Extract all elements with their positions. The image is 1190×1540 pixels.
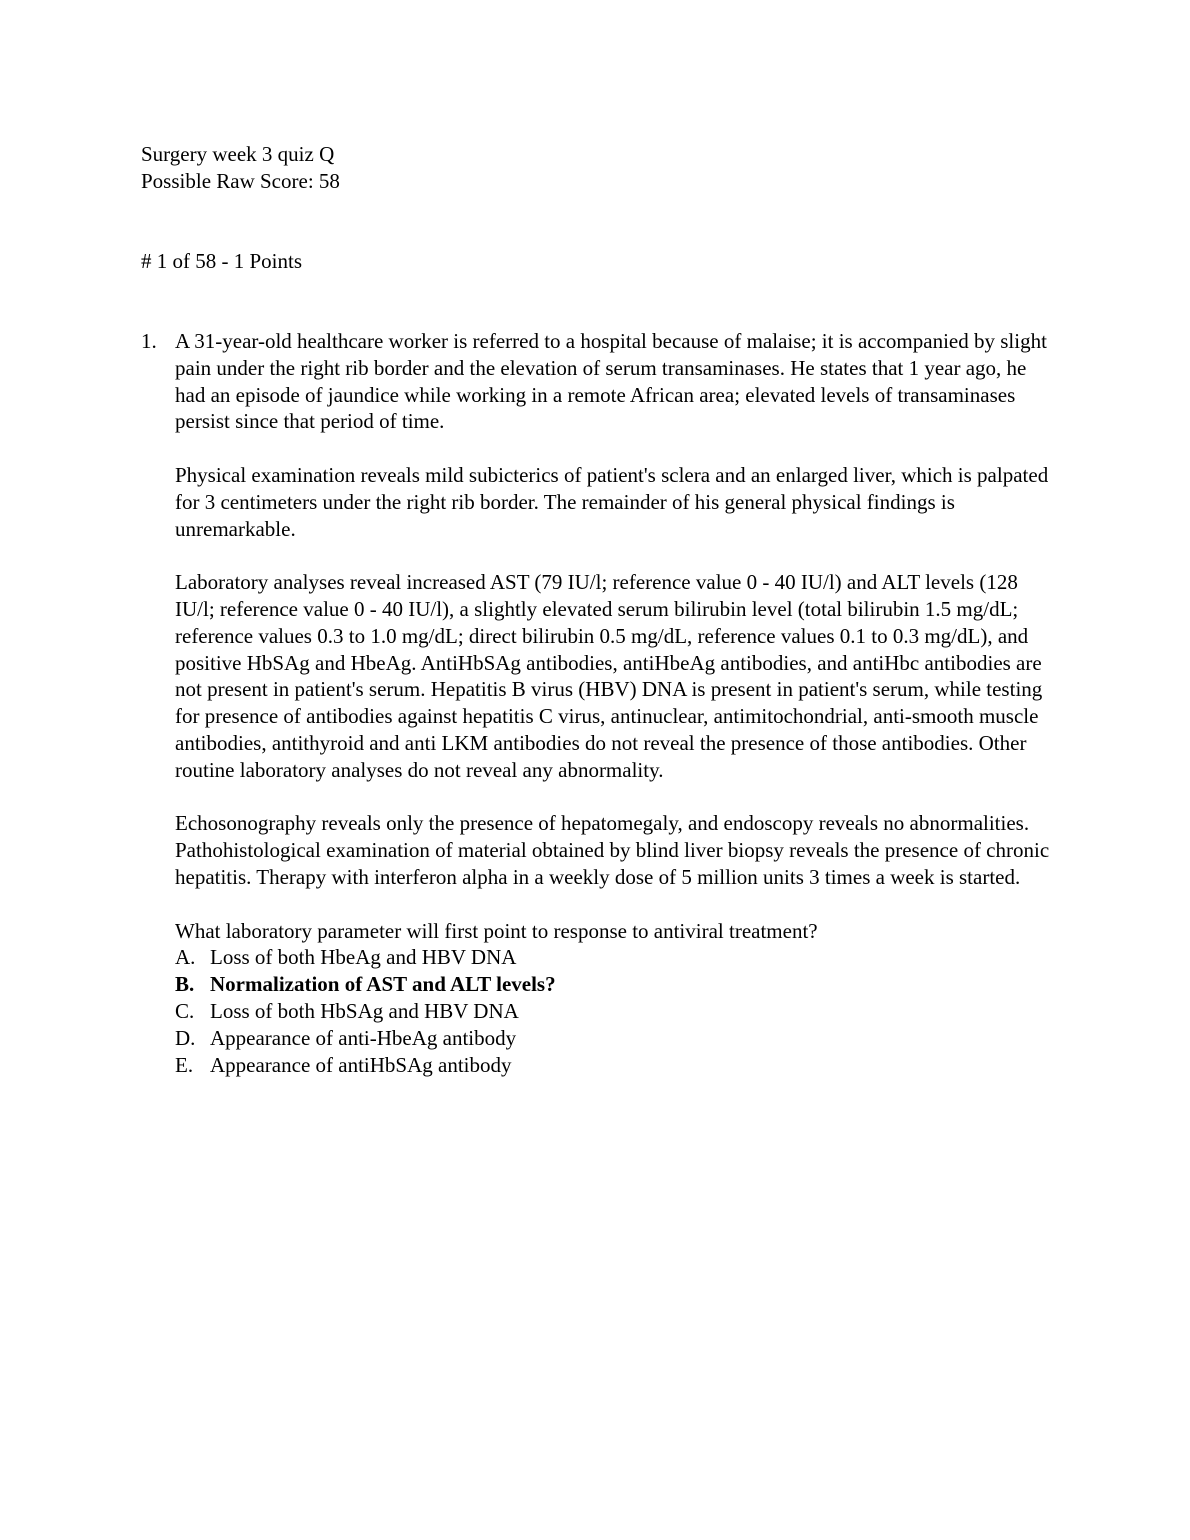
question-counter: # 1 of 58 - 1 Points (141, 249, 303, 273)
answer-option-a (175, 944, 1051, 971)
option-text: Loss of both HbeAg and HBV DNA (210, 945, 517, 970)
option-letter: A. (175, 945, 196, 970)
question-prompt: What laboratory parameter will first point to response to antiviral treatment? (175, 918, 818, 943)
option-letter: E. (175, 1052, 194, 1077)
option-text: Normalization of AST and ALT levels? (210, 972, 556, 997)
question-number: 1. (141, 329, 157, 353)
answer-option-c (175, 998, 1051, 1025)
question-paragraph: Echosonography reveals only the presence of hepatomegaly, and endoscopy reveals no abnormalities. Pathohistological examination of material obtained by blind liver biopsy reveals the presence of chronic hepatitis. Therapy with interferon alpha in a weekly dose of 5 million units 3 times a week is started. (175, 811, 1050, 889)
answer-option-e (175, 1052, 1051, 1079)
option-text: Appearance of anti-HbeAg antibody (210, 1025, 517, 1050)
question-paragraph: Physical examination reveals mild subicterics of patient's sclera and an enlarged liver, which is palpated for 3 centimeters under the right rib border. The remainder of his general physical findings is unremarkable. (175, 462, 1049, 541)
option-letter: D. (175, 1025, 196, 1050)
answer-options (175, 944, 1051, 1078)
quiz-title: Surgery week 3 quiz Q (141, 142, 335, 166)
question-body (175, 328, 1051, 1078)
option-text: Appearance of antiHbSAg antibody (210, 1052, 512, 1077)
answer-option-d (175, 1025, 1051, 1052)
option-letter: B. (175, 972, 195, 997)
quiz-header (141, 141, 340, 195)
option-letter: C. (175, 998, 195, 1023)
option-text: Loss of both HbSAg and HBV DNA (210, 998, 519, 1023)
raw-score: Possible Raw Score: 58 (141, 168, 340, 193)
question-paragraph: A 31-year-old healthcare worker is referred to a hospital because of malaise; it is accompanied by slight pain under the right rib border and the elevation of serum transaminases. He states that 1 year ago, he had an episode of jaundice while working in a remote African area; elevated levels of transaminases persist since that period of time. (175, 329, 1047, 434)
answer-option-b (175, 971, 1051, 998)
question-paragraph: Laboratory analyses reveal increased AST (79 IU/l; reference value 0 - 40 IU/l) and ALT levels (128 IU/l; reference value 0 - 40 IU/l), a slightly elevated serum bilirubin level (total bilirubin 1.5 mg/dL; reference values 0.3 to 1.0 mg/dL; direct bilirubin 0.5 mg/dL, reference values 0.1 to 0.3 mg/dL), and positive HbSAg and HbeAg. AntiHbSAg antibodies, antiHbeAg antibodies, and antiHbc antibodies are not present in patient's serum. Hepatitis B virus (HBV) DNA is present in patient's serum, while testing for presence of antibodies against hepatitis C virus, antinuclear, antimitochondrial, anti-smooth muscle antibodies, antithyroid and anti LKM antibodies do not reveal the presence of those antibodies. Other routine laboratory analyses do not reveal any abnormality. (175, 570, 1043, 782)
